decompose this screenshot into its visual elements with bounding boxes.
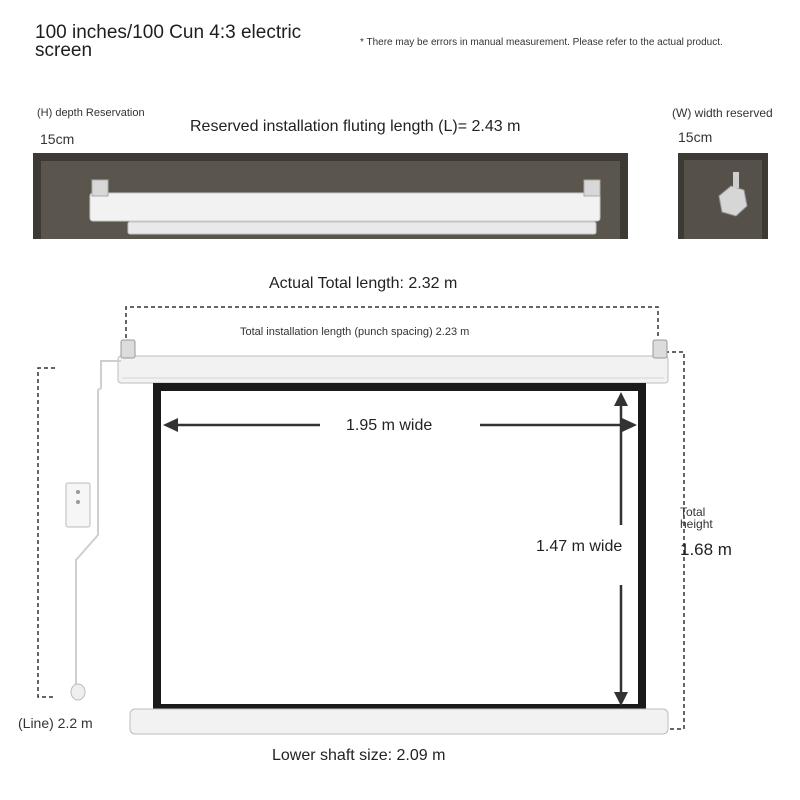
page-title: 100 inches/100 Cun 4:3 electric screen — [35, 22, 302, 61]
depth-reservation-label: (H) depth Reservation — [37, 107, 145, 119]
screen-width-label: 1.95 m wide — [346, 417, 433, 434]
total-height-label: Total height — [680, 505, 713, 531]
width-reserved-value: 15cm — [678, 129, 713, 145]
measurement-note: * There may be errors in manual measurement. Please refer to the actual product. — [360, 37, 723, 48]
total-height-value: 1.68 m — [680, 540, 732, 559]
lower-shaft-label: Lower shaft size: 2.09 m — [272, 747, 446, 764]
screen-height-label: 1.47 m wide — [536, 538, 623, 555]
top-housing — [118, 340, 668, 383]
installed-tube-front — [90, 180, 600, 234]
punch-spacing-label: Total installation length (punch spacing) 2.23 m — [240, 326, 470, 338]
cable-plug — [71, 684, 85, 700]
control-cable — [66, 361, 121, 700]
depth-reservation-value: 15cm — [40, 131, 75, 147]
line-length-label: (Line) 2.2 m — [18, 715, 93, 731]
installed-tube-side — [719, 172, 747, 216]
line-length-bracket — [38, 368, 55, 697]
fluting-length-label: Reserved installation fluting length (L)= 2.43 m — [190, 118, 521, 135]
control-switch — [66, 483, 90, 527]
actual-total-length-label: Actual Total length: 2.32 m — [269, 275, 458, 292]
width-reserved-label: (W) width reserved — [672, 106, 773, 120]
lower-shaft — [130, 709, 668, 734]
